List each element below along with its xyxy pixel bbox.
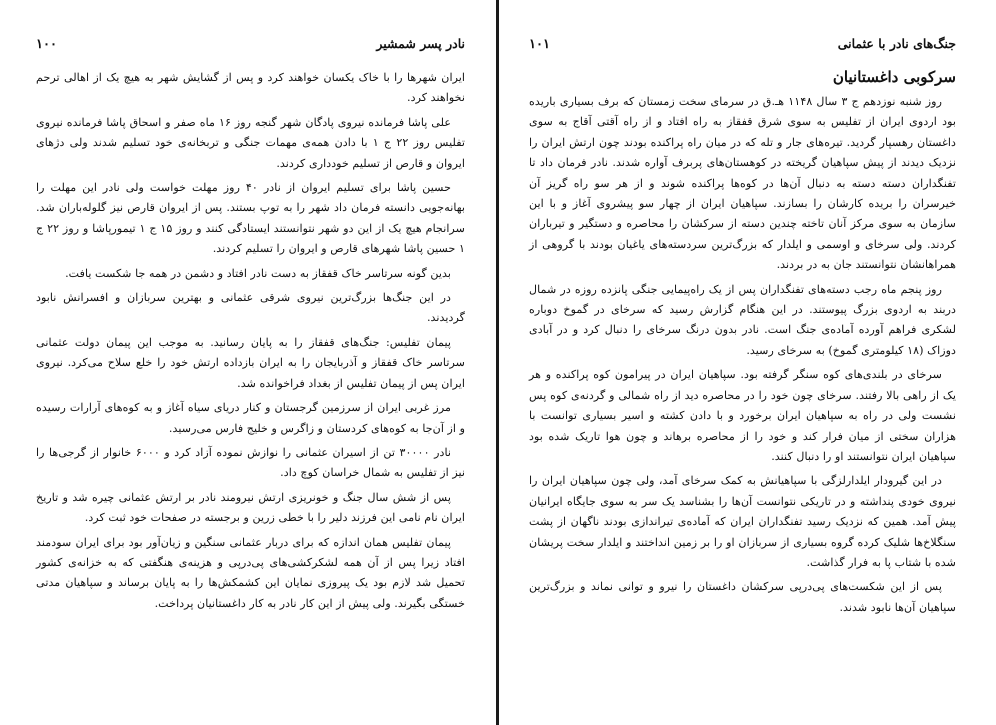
left-paragraph-4: بدین گونه سرتاسر خاک قفقاز به دست نادر افتاد و دشمن در همه جا شکست یافت. xyxy=(65,266,451,280)
left-page-number: ۱۰۰ xyxy=(36,37,57,52)
section-title: سرکوبی داغستانیان xyxy=(832,68,956,86)
left-paragraph-6: پیمان تفلیس: جنگ‌های قفقاز را به پایان رسانید. به موجب این پیمان دولت عثمانی سرتاسر خاک قفقاز و آذربایجان را به ایران بازداده ارتش خود را خلع سلاح می‌کرد. نیروی ایران پس از پیمان تفلیس از بغداد فراخوانده شد. xyxy=(36,335,465,390)
right-paragraph-4: در این گیرودار ایلدارلزگی با سپاهیانش به کمک سرخای آمد، ولی چون سپاهیان ایران را نیروی خودی پنداشته و در تاریکی نتوانست آن‌ها را بشناسد یک سر به سوی جایگاه ایرانیان پیش آمد. همین که نزدیک رسید تفنگداران ایران که آماده‌ی تیراندازی بودند ناگهان از پشت سنگلاخ‌ها شلیک کرده گروه بسیاری از سربازان او را بر زمین انداختند و ایلدار سخت پریشان شده با شتاب پا به فرار گذاشت. xyxy=(529,474,956,569)
right-running-title: جنگ‌های نادر با عثمانی xyxy=(837,36,956,51)
left-page xyxy=(0,0,497,725)
left-paragraph-7: مرز غربی ایران از سرزمین گرجستان و کنار دریای سیاه آغاز و به کوه‌های آرارات رسیده و از آن‌جا به کوه‌های کردستان و زاگرس و خلیج فارس می‌رسید. xyxy=(36,401,465,435)
left-paragraph-3: حسین پاشا برای تسلیم ایروان از نادر ۴۰ روز مهلت خواست ولی نادر این مهلت را بهانه‌جویی دانسته فرمان داد شهر را به توپ بستند. پس از ایروان قارص نیز گلوله‌باران شد. سرانجام هیچ یک از این دو شهر نتوانستند ایستادگی کنند و روز ۱۵ ج ۱ تیمورپاشا و روز ۲۲ ج ۱ حسین پاشا شهرهای قارص و ایروان را تسلیم کردند. xyxy=(36,181,465,256)
right-paragraph-5: پس از این شکست‌های پی‌درپی سرکشان داغستان را نیرو و توانی نماند و بزرگ‌ترین سپاهیان آن‌ها نابود شدند. xyxy=(529,580,956,614)
right-paragraph-2: روز پنجم ماه رجب دسته‌های تفنگداران پس از یک راه‌پیمایی جنگی پانزده روزه در شمال دربند به اردوی بزرگ پیوستند. در این هنگام گزارش رسید که سرخای در گموخ دوباره لشکری فراهم آورده آماده‌ی جنگ است. نادر بدون درنگ سرخای را دنبال کرد و در آبادی دوزاک (۱۸ کیلومتری گموخ) به سرخای رسید. xyxy=(529,282,956,357)
left-running-head xyxy=(36,36,465,58)
right-paragraph-1: روز شنبه نوزدهم ج ۳ سال ۱۱۴۸ هـ.ق در سرمای سخت زمستان که برف بسیاری باریده بود اردوی ایران از تفلیس به سوی شرق قفقاز به راه افتاد و از راه آقتی آقاج به سوی داغستان رهسپار گردید. تیره‌های جار و تله که در میان راه پراکنده بودند چون ارتش ایران را نزدیک دیدند از پیش سپاهیان گریخته در کوهستان‌های پربرف آواره شدند. نادر فرمان داد تا تفنگداران دسته دسته به دنبال آن‌ها در کوه‌ها پراکنده شوند و از هر سو راه گریز آن خیرسران را بریده کارشان را بسازند. سپاهیان ایران از چهار سو پیشروی آغاز و با این سازمان به سوی مرکز آنان تاخته چندین دسته از سرکشان را محاصره و دستگیر و تیرباران کردند. ولی سرخای و اوسمی و ایلدار که بزرگ‌ترین سردسته‌های یاغیان بودند با گروهی از همراهانشان نتوانستند جان به در بردند. xyxy=(529,95,956,272)
left-paragraph-2: علی پاشا فرمانده نیروی پادگان شهر گنجه روز ۱۶ ماه صفر و اسحاق پاشا فرمانده نیروی تفلیس روز ۲۲ ج ۱ با دادن همه‌ی مهمات جنگی و تربخانه‌ی خود تسلیم شدند ولی دژهای ایروان و قارص از تسلیم خودداری کردند. xyxy=(36,115,466,170)
left-running-title: نادر پسر شمشیر xyxy=(376,36,465,51)
left-paragraph-1: ایران شهرها را با خاک یکسان خواهند کرد و پس از گشایش شهر به هیچ یک از اهالی ترحم نخواهند کرد. xyxy=(36,71,465,105)
right-page-number: ۱۰۱ xyxy=(529,37,550,52)
left-paragraph-9: پس از شش سال جنگ و خونریزی ارتش نیرومند نادر بر ارتش عثمانی چیره شد و تاریخ ایران نام نامی این فرزند دلیر را با خطی زرین و برجسته در صفحات خود ثبت کرد. xyxy=(36,490,465,525)
right-running-head xyxy=(529,36,956,58)
right-paragraph-3: سرخای در بلندی‌های کوه سنگر گرفته بود. سپاهیان ایران در پیرامون کوه پراکنده و هر یک از راهی بالا رفتند. سرخای چون خود را در محاصره دید از راه شمالی و گردنه‌ی کوه پس نشست ولی در راه به سپاهیان ایران برخورد و با دادن کشته و اسیر بسیاری توانست با هزاران سختی از میان فرار کند و خود را از محاصره برهاند و چون هوا تاریک شده بود سپاهیان ایران نتوانستند او را دنبال کنند. xyxy=(529,368,956,463)
right-page xyxy=(499,0,996,725)
left-paragraph-8: نادر ۳۰۰۰۰ تن از اسیران عثمانی را نوازش نموده آزاد کرد و ۶۰۰۰ خانوار از گرجی‌ها را نیز از تفلیس به شمال خراسان کوچ داد. xyxy=(36,445,465,480)
left-paragraph-5: در این جنگ‌ها بزرگ‌ترین نیروی شرقی عثمانی و بهترین سربازان و افسرانش نابود گردیدند. xyxy=(36,291,465,325)
left-paragraph-10: پیمان تفلیس همان اندازه که برای دربار عثمانی سنگین و زیان‌آور بود برای ایران سودمند افتاد زیرا پس از آن همه لشکرکشی‌های پی‌درپی و هزینه‌ی هنگفتی که به خزانه‌ی کشور تحمیل شد لازم بود یک پیروزی نمایان این کشمکش‌ها را به پایان برساند و سپاهیان مدتی خستگی بگیرند. ولی پیش از این کار نادر به کار داغستانیان پرداخت. xyxy=(36,535,465,610)
